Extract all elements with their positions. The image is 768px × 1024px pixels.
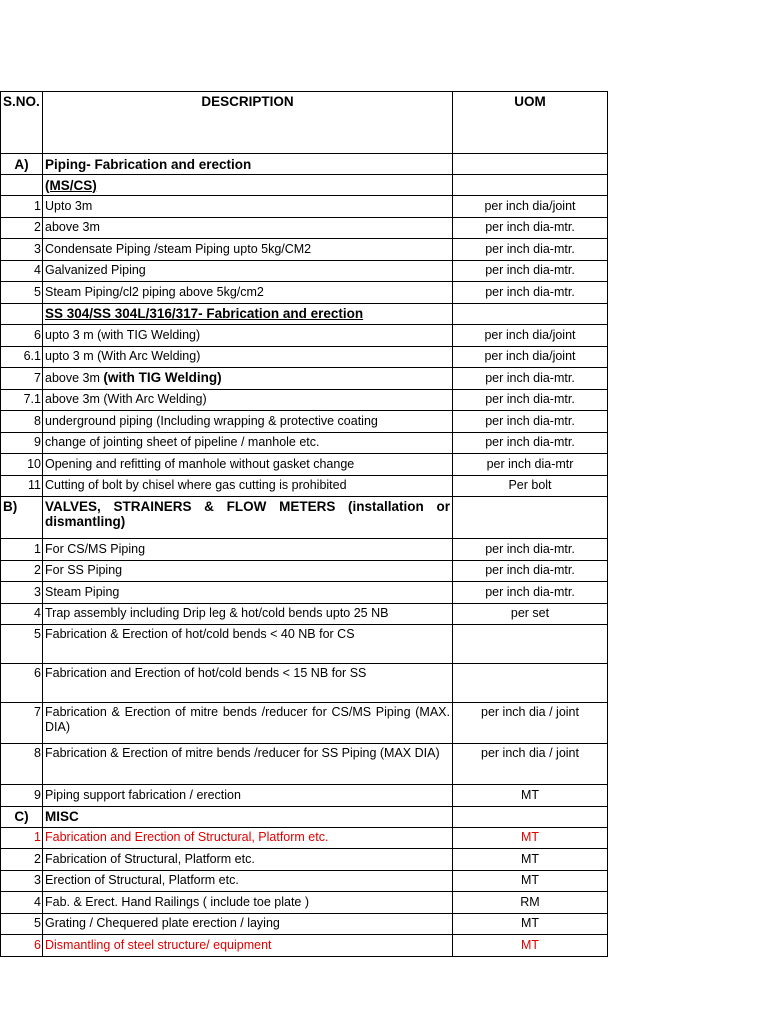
row-description: Cutting of bolt by chisel where gas cutting is prohibited: [43, 475, 453, 497]
row-uom: per inch dia / joint: [453, 703, 608, 744]
section-c-uom: [453, 806, 608, 827]
row-uom: per inch dia/joint: [453, 325, 608, 347]
row-description: change of jointing sheet of pipeline / manhole etc.: [43, 432, 453, 454]
table-row: [1, 664, 608, 703]
row-description: Steam Piping/cl2 piping above 5kg/cm2: [43, 282, 453, 304]
row-sno: 4: [1, 892, 43, 914]
subheading-ss: SS 304/SS 304L/316/317- Fabrication and erection: [43, 303, 453, 325]
row-description: For CS/MS Piping: [43, 539, 453, 561]
row-uom: per inch dia/joint: [453, 346, 608, 368]
table-row: [1, 239, 608, 261]
row-uom: per inch dia-mtr.: [453, 539, 608, 561]
table-row: [1, 625, 608, 664]
row-sno: 9: [1, 785, 43, 807]
table-row: [1, 560, 608, 582]
row-sno: 6.1: [1, 346, 43, 368]
row-description: upto 3 m (with TIG Welding): [43, 325, 453, 347]
table-row: [1, 432, 608, 454]
row-description: Galvanized Piping: [43, 260, 453, 282]
row-uom: per inch dia-mtr.: [453, 239, 608, 261]
row-uom: MT: [453, 827, 608, 849]
row-sno: 2: [1, 217, 43, 239]
header-row: [1, 92, 608, 154]
row-description: above 3m (With Arc Welding): [43, 389, 453, 411]
row-uom: MT: [453, 870, 608, 892]
row-description: underground piping (Including wrapping & protective coating: [43, 411, 453, 433]
row-uom: per inch dia-mtr: [453, 454, 608, 476]
row-uom: Per bolt: [453, 475, 608, 497]
table-row: [1, 454, 608, 476]
table-row: [1, 913, 608, 935]
rate-table: [0, 91, 608, 957]
row-sno: 6: [1, 664, 43, 703]
row-uom: RM: [453, 892, 608, 914]
row-sno: 7: [1, 703, 43, 744]
table-row: [1, 217, 608, 239]
row-description: Fab. & Erect. Hand Railings ( include toe plate ): [43, 892, 453, 914]
table-row: [1, 582, 608, 604]
row-description: Grating / Chequered plate erection / laying: [43, 913, 453, 935]
subheading-sno: [1, 303, 43, 325]
row-sno: 8: [1, 411, 43, 433]
section-c-title: MISC: [43, 806, 453, 827]
table-row: [1, 475, 608, 497]
row-description: Fabrication of Structural, Platform etc.: [43, 849, 453, 871]
subheading-row: [1, 303, 608, 325]
row-description: Dismantling of steel structure/ equipment: [43, 935, 453, 957]
row-description: Piping support fabrication / erection: [43, 785, 453, 807]
table-row: [1, 282, 608, 304]
description-header: DESCRIPTION: [43, 92, 453, 154]
table-row: [1, 849, 608, 871]
row-sno: 5: [1, 913, 43, 935]
row-description: For SS Piping: [43, 560, 453, 582]
row-description: [43, 368, 453, 390]
row-sno: 8: [1, 744, 43, 785]
table-row: [1, 389, 608, 411]
section-a-title: Piping- Fabrication and erection: [43, 154, 453, 175]
row-sno: 1: [1, 196, 43, 218]
row-sno: 4: [1, 260, 43, 282]
subheading-mscs: (MS/CS): [43, 175, 453, 196]
row-uom: per inch dia-mtr.: [453, 411, 608, 433]
table-row: [1, 368, 608, 390]
row-description: Erection of Structural, Platform etc.: [43, 870, 453, 892]
row-uom: per inch dia-mtr.: [453, 217, 608, 239]
row-description: Condensate Piping /steam Piping upto 5kg/CM2: [43, 239, 453, 261]
row-description: Fabrication & Erection of mitre bends /reducer for SS Piping (MAX DIA): [43, 744, 453, 785]
row-description: Fabrication and Erection of Structural, Platform etc.: [43, 827, 453, 849]
row-uom: per inch dia-mtr.: [453, 368, 608, 390]
row-uom: per inch dia/joint: [453, 196, 608, 218]
section-b-row: [1, 497, 608, 539]
section-c-row: [1, 806, 608, 827]
row-sno: 5: [1, 282, 43, 304]
section-a-uom: [453, 154, 608, 175]
section-a-row: [1, 154, 608, 175]
section-b-uom: [453, 497, 608, 539]
row-sno: 3: [1, 582, 43, 604]
table-row: [1, 703, 608, 744]
sno-header: S.NO.: [1, 92, 43, 154]
row-description: above 3m: [43, 217, 453, 239]
table-row: [1, 870, 608, 892]
table-row: [1, 346, 608, 368]
row-description: Fabrication & Erection of mitre bends /reducer for CS/MS Piping (MAX. DIA): [43, 703, 453, 744]
row-uom: per set: [453, 603, 608, 625]
row-description: upto 3 m (With Arc Welding): [43, 346, 453, 368]
row-sno: 7: [1, 368, 43, 390]
row-sno: 9: [1, 432, 43, 454]
row-sno: 1: [1, 539, 43, 561]
row-uom: [453, 664, 608, 703]
table-row: [1, 892, 608, 914]
row-sno: 3: [1, 239, 43, 261]
row-uom: per inch dia-mtr.: [453, 260, 608, 282]
row-uom: MT: [453, 849, 608, 871]
subheading-uom: [453, 175, 608, 196]
table-row: [1, 196, 608, 218]
row-uom: per inch dia-mtr.: [453, 432, 608, 454]
row-description: Opening and refitting of manhole without gasket change: [43, 454, 453, 476]
row-sno: 11: [1, 475, 43, 497]
subheading-sno: [1, 175, 43, 196]
row-uom: per inch dia-mtr.: [453, 389, 608, 411]
table-row: [1, 744, 608, 785]
row-uom: MT: [453, 935, 608, 957]
section-a-sno: A): [1, 154, 43, 175]
row-uom: MT: [453, 913, 608, 935]
row-uom: [453, 625, 608, 664]
table-row: [1, 539, 608, 561]
row-sno: 6: [1, 325, 43, 347]
table-row-highlighted: [1, 935, 608, 957]
row-description: Fabrication and Erection of hot/cold bends < 15 NB for SS: [43, 664, 453, 703]
row-sno: 3: [1, 870, 43, 892]
table-row: [1, 785, 608, 807]
row-description-bold: (with TIG Welding): [103, 370, 222, 386]
row-sno: 1: [1, 827, 43, 849]
row-description: Fabrication & Erection of hot/cold bends < 40 NB for CS: [43, 625, 453, 664]
table-row: [1, 325, 608, 347]
row-description: Trap assembly including Drip leg & hot/cold bends upto 25 NB: [43, 603, 453, 625]
row-sno: 2: [1, 849, 43, 871]
section-c-sno: C): [1, 806, 43, 827]
row-sno: 5: [1, 625, 43, 664]
row-description-text: above 3m: [45, 371, 104, 386]
row-description: Upto 3m: [43, 196, 453, 218]
row-uom: per inch dia-mtr.: [453, 560, 608, 582]
uom-header: UOM: [453, 92, 608, 154]
row-uom: per inch dia-mtr.: [453, 282, 608, 304]
row-uom: per inch dia-mtr.: [453, 582, 608, 604]
row-sno: 7.1: [1, 389, 43, 411]
subheading-uom: [453, 303, 608, 325]
row-uom: MT: [453, 785, 608, 807]
row-sno: 10: [1, 454, 43, 476]
table-row-highlighted: [1, 827, 608, 849]
row-uom: per inch dia / joint: [453, 744, 608, 785]
table-row: [1, 260, 608, 282]
section-b-sno: B): [1, 497, 43, 539]
row-sno: 4: [1, 603, 43, 625]
table-row: [1, 603, 608, 625]
row-description: Steam Piping: [43, 582, 453, 604]
row-sno: 2: [1, 560, 43, 582]
subheading-row: [1, 175, 608, 196]
row-sno: 6: [1, 935, 43, 957]
section-b-title: VALVES, STRAINERS & FLOW METERS (installation or dismantling): [43, 497, 453, 539]
table-row: [1, 411, 608, 433]
